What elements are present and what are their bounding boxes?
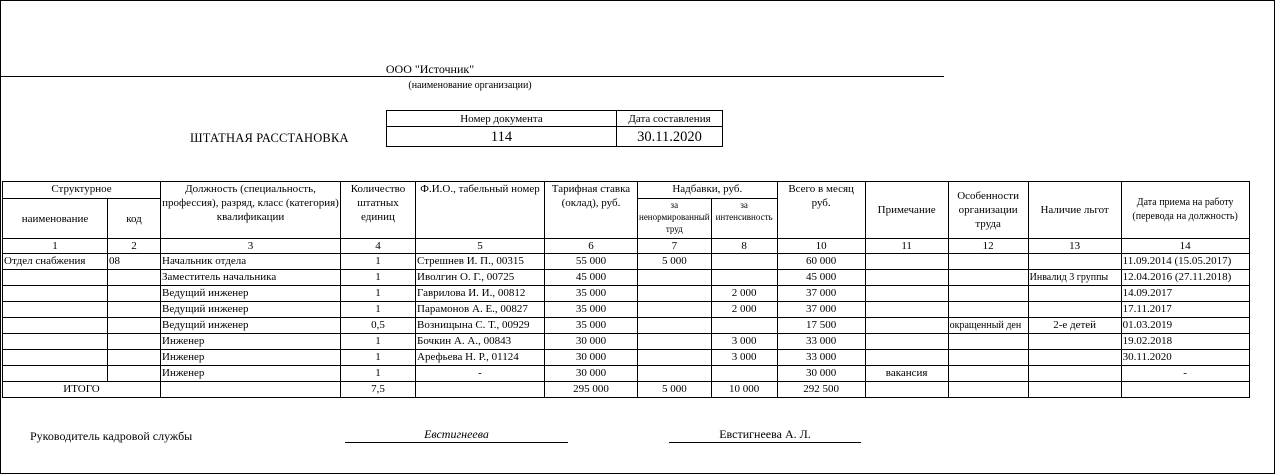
cell-employee: Парамонов А. Е., 00827 (416, 302, 545, 318)
doc-number-label: Номер документа (387, 111, 617, 127)
cell-bonus-intensity: 2 000 (711, 302, 777, 318)
table-row (3, 334, 1250, 350)
header-fio: Ф.И.О., табельный номер (416, 182, 545, 239)
cell-dept-code (108, 286, 161, 302)
cell-bonus-intensity (711, 318, 777, 334)
cell-hire-date: 12.04.2016 (27.11.2018) (1121, 270, 1249, 286)
cell-benefits (1028, 302, 1121, 318)
total-bonus-intensity: 10 000 (711, 382, 777, 398)
column-number-row (3, 239, 1250, 254)
cell-hire-date: 19.02.2018 (1121, 334, 1249, 350)
header-struct-name: наименование (3, 199, 108, 239)
col-number: 2 (108, 239, 161, 254)
cell-employee: - (416, 366, 545, 382)
cell-units: 1 (341, 302, 416, 318)
table-row (3, 286, 1250, 302)
signature-handwritten: Евстигнеева (424, 427, 489, 441)
cell-position: Инженер (161, 350, 341, 366)
organization-underline (0, 76, 944, 77)
cell-features: окращенный ден (948, 318, 1028, 334)
cell-bonus-irregular (638, 270, 712, 286)
col-number: 11 (865, 239, 948, 254)
signature-line (345, 442, 568, 443)
col-number: 8 (711, 239, 777, 254)
header-bonus-intensity: за интенсивность (711, 199, 777, 239)
cell-bonus-irregular (638, 286, 712, 302)
cell-hire-date: - (1121, 366, 1249, 382)
cell-rate: 35 000 (545, 286, 638, 302)
cell-total: 37 000 (777, 286, 865, 302)
cell-note (865, 334, 948, 350)
col-number: 4 (341, 239, 416, 254)
cell-dept-code (108, 270, 161, 286)
header-bonus: Надбавки, руб. (638, 182, 778, 199)
cell-benefits: 2-е детей (1028, 318, 1121, 334)
cell-rate: 55 000 (545, 254, 638, 270)
col-number: 1 (3, 239, 108, 254)
cell-dept-code (108, 318, 161, 334)
cell-rate: 30 000 (545, 334, 638, 350)
cell-bonus-intensity: 3 000 (711, 334, 777, 350)
cell-units: 1 (341, 350, 416, 366)
header-hire-date: Дата приема на работу (перевода на должность) (1121, 182, 1249, 239)
cell-hire-date: 11.09.2014 (15.05.2017) (1121, 254, 1249, 270)
header-note: Примечание (865, 182, 948, 239)
cell-bonus-irregular (638, 334, 712, 350)
cell-benefits (1028, 254, 1121, 270)
cell-total: 17 500 (777, 318, 865, 334)
cell-features (948, 254, 1028, 270)
cell-bonus-intensity: 2 000 (711, 286, 777, 302)
cell-position: Ведущий инженер (161, 302, 341, 318)
table-row (3, 350, 1250, 366)
cell-note: вакансия (865, 366, 948, 382)
cell-bonus-intensity (711, 366, 777, 382)
table-row (3, 254, 1250, 270)
cell-total: 37 000 (777, 302, 865, 318)
cell-bonus-irregular (638, 302, 712, 318)
cell-position: Инженер (161, 334, 341, 350)
cell-features (948, 350, 1028, 366)
cell-dept-code (108, 302, 161, 318)
col-number: 6 (545, 239, 638, 254)
header-units: Количество штатных единиц (341, 182, 416, 239)
cell-benefits (1028, 286, 1121, 302)
cell-dept (3, 302, 108, 318)
document-title: ШТАТНАЯ РАССТАНОВКА (190, 131, 349, 145)
cell-total: 60 000 (777, 254, 865, 270)
cell-benefits: Инвалид 3 группы (1028, 270, 1121, 286)
cell-note (865, 302, 948, 318)
document-info-table (386, 110, 723, 147)
table-row (3, 302, 1250, 318)
total-rate: 295 000 (545, 382, 638, 398)
cell-hire-date: 01.03.2019 (1121, 318, 1249, 334)
cell-dept (3, 366, 108, 382)
col-number: 5 (416, 239, 545, 254)
cell-features (948, 334, 1028, 350)
header-rate: Тарифная ставка (оклад), руб. (545, 182, 638, 239)
organization-name: ООО "Источник" (385, 62, 475, 76)
total-units: 7,5 (341, 382, 416, 398)
cell-bonus-intensity (711, 254, 777, 270)
cell-note (865, 270, 948, 286)
total-row (3, 382, 1250, 398)
header-total: Всего в месяц руб. (777, 182, 865, 239)
table-row (3, 270, 1250, 286)
cell-units: 1 (341, 270, 416, 286)
total-cell (416, 382, 545, 398)
col-number: 13 (1028, 239, 1121, 254)
col-number: 3 (161, 239, 341, 254)
cell-hire-date: 14.09.2017 (1121, 286, 1249, 302)
cell-position: Начальник отдела (161, 254, 341, 270)
total-cell (1028, 382, 1121, 398)
cell-dept-code (108, 366, 161, 382)
cell-rate: 35 000 (545, 318, 638, 334)
cell-note (865, 350, 948, 366)
cell-dept-code (108, 334, 161, 350)
cell-dept: Отдел снабжения (3, 254, 108, 270)
cell-units: 1 (341, 366, 416, 382)
table-row (3, 318, 1250, 334)
doc-date-value: 30.11.2020 (617, 127, 723, 147)
cell-benefits (1028, 366, 1121, 382)
signature-label: Руководитель кадровой службы (30, 429, 193, 443)
organization-caption: (наименование организации) (408, 80, 532, 91)
cell-units: 1 (341, 286, 416, 302)
cell-benefits (1028, 350, 1121, 366)
cell-features (948, 366, 1028, 382)
header-struct-code: код (108, 199, 161, 239)
cell-total: 33 000 (777, 334, 865, 350)
cell-features (948, 270, 1028, 286)
cell-hire-date: 30.11.2020 (1121, 350, 1249, 366)
total-cell (1121, 382, 1249, 398)
cell-bonus-intensity: 3 000 (711, 350, 777, 366)
cell-employee: Арефьева Н. Р., 01124 (416, 350, 545, 366)
cell-units: 1 (341, 254, 416, 270)
cell-dept-code (108, 350, 161, 366)
cell-position: Инженер (161, 366, 341, 382)
header-features: Особенности организации труда (948, 182, 1028, 239)
cell-total: 30 000 (777, 366, 865, 382)
doc-number-value: 114 (387, 127, 617, 147)
total-sum: 292 500 (777, 382, 865, 398)
total-cell (865, 382, 948, 398)
cell-position: Ведущий инженер (161, 318, 341, 334)
cell-bonus-irregular (638, 350, 712, 366)
total-label: ИТОГО (3, 382, 161, 398)
cell-dept (3, 318, 108, 334)
cell-dept (3, 286, 108, 302)
cell-units: 1 (341, 334, 416, 350)
header-position: Должность (специальность, профессия), разряд, класс (категория) квалификации (161, 182, 341, 239)
col-number: 7 (638, 239, 712, 254)
cell-rate: 30 000 (545, 350, 638, 366)
col-number: 12 (948, 239, 1028, 254)
table-row (3, 366, 1250, 382)
cell-employee: Бочкин А. А., 00843 (416, 334, 545, 350)
cell-position: Ведущий инженер (161, 286, 341, 302)
cell-rate: 30 000 (545, 366, 638, 382)
total-cell (161, 382, 341, 398)
cell-total: 33 000 (777, 350, 865, 366)
signature-name: Евстигнеева А. Л. (719, 427, 811, 441)
cell-note (865, 318, 948, 334)
doc-date-label: Дата составления (617, 111, 723, 127)
cell-note (865, 254, 948, 270)
cell-dept (3, 270, 108, 286)
cell-rate: 45 000 (545, 270, 638, 286)
staffing-table (2, 181, 1250, 398)
col-number: 10 (777, 239, 865, 254)
cell-employee: Стрешнев И. П., 00315 (416, 254, 545, 270)
cell-features (948, 286, 1028, 302)
col-number: 14 (1121, 239, 1249, 254)
cell-units: 0,5 (341, 318, 416, 334)
total-bonus-irregular: 5 000 (638, 382, 712, 398)
signature-name-line (669, 442, 861, 443)
cell-benefits (1028, 334, 1121, 350)
cell-dept (3, 334, 108, 350)
cell-employee: Иволгин О. Г., 00725 (416, 270, 545, 286)
cell-employee: Вознищына С. Т., 00929 (416, 318, 545, 334)
cell-bonus-intensity (711, 270, 777, 286)
cell-position: Заместитель начальника (161, 270, 341, 286)
cell-rate: 35 000 (545, 302, 638, 318)
cell-bonus-irregular (638, 318, 712, 334)
header-bonus-irregular: за ненормированный труд (638, 199, 712, 239)
cell-total: 45 000 (777, 270, 865, 286)
cell-features (948, 302, 1028, 318)
cell-employee: Гаврилова И. И., 00812 (416, 286, 545, 302)
cell-bonus-irregular (638, 366, 712, 382)
cell-dept (3, 350, 108, 366)
total-cell (948, 382, 1028, 398)
cell-hire-date: 17.11.2017 (1121, 302, 1249, 318)
header-benefits: Наличие льгот (1028, 182, 1121, 239)
cell-note (865, 286, 948, 302)
header-struct: Структурное (3, 182, 161, 199)
cell-bonus-irregular: 5 000 (638, 254, 712, 270)
cell-dept-code: 08 (108, 254, 161, 270)
